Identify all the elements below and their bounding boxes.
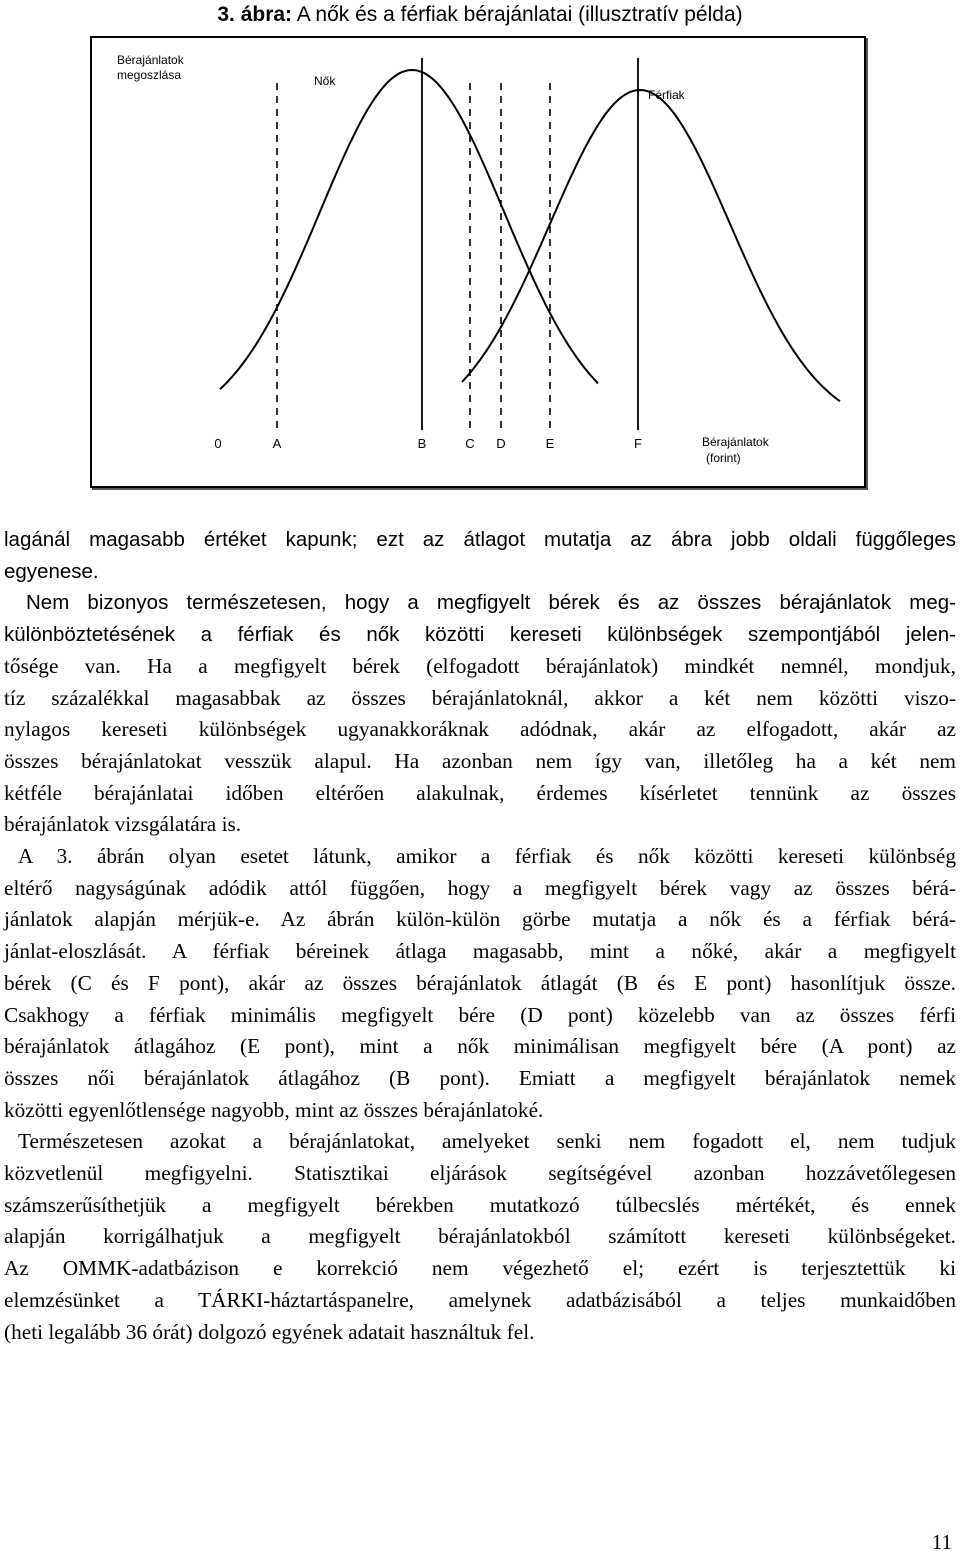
series-label-nok: Nők: [314, 74, 336, 88]
text-line: elemzésünket a TÁRKI-háztartáspanelre, amelynek adatbázisából a teljes munkaidőben: [4, 1287, 956, 1312]
x-axis-title-line2: (forint): [706, 451, 741, 465]
figure-label: 3. ábra:: [217, 3, 293, 26]
x-tick-label: F: [634, 436, 642, 451]
y-axis-title-line2: megoszlása: [117, 68, 182, 82]
x-axis-ticks: [214, 436, 642, 451]
chart-figure: [90, 36, 866, 488]
text-line: kétféle bérajánlatai időben eltérően alakulnak, érdemes kísérletet tennünk az összes: [4, 780, 956, 805]
text-line: bérek (C és F pont), akár az összes bérajánlatok átlagát (B és E pont) hasonlítjuk össze.: [4, 970, 956, 995]
text-line: Nem bizonyos természetesen, hogy a megfigyelt bérek és az összes bérajánlatok meg-: [26, 591, 956, 615]
series-label-ferfiak: Férfiak: [648, 88, 685, 102]
text-line: közötti egyenlőtlensége nagyobb, mint az összes bérajánlatoké.: [4, 1097, 544, 1122]
x-tick-label: A: [272, 436, 282, 451]
text-line: eltérő nagyságúnak adódik attól függően, hogy a megfigyelt bérek vagy az összes bérá-: [4, 875, 956, 900]
body-text: [4, 524, 956, 1348]
text-line: Csakhogy a férfiak minimális megfigyelt bére (D pont) közelebb van az összes férfi: [4, 1002, 956, 1027]
chart-svg: [92, 38, 864, 486]
x-tick-label: 0: [214, 436, 222, 451]
text-line: lagánál magasabb értéket kapunk; ezt az átlagot mutatja az ábra jobb oldali függőleges: [4, 528, 956, 551]
text-line: összes női bérajánlatok átlagához (B pont). Emiatt a megfigyelt bérajánlatok nemek: [4, 1065, 956, 1090]
text-line: tíz százalékkal magasabbak az összes bérajánlatoknál, akkor a két nem közötti viszo-: [4, 685, 956, 710]
text-line: számszerűsíthetjük a megfigyelt bérekben mutatkozó túlbecslés mértékét, és ennek: [4, 1192, 956, 1217]
text-line: nylagos kereseti különbségek ugyanakkoráknak adódnak, akár az elfogadott, akár az: [4, 717, 956, 742]
text-line: alapján korrigálhatjuk a megfigyelt bérajánlatokból számított kereseti különbségeket.: [4, 1224, 956, 1249]
x-tick-label: C: [465, 436, 475, 451]
x-tick-label: D: [496, 436, 506, 451]
text-line: bérajánlatok vizsgálatára is.: [4, 812, 242, 837]
vertical-lines: [277, 58, 638, 430]
text-line: egyenese.: [4, 559, 99, 583]
text-line: bérajánlatok átlagához (E pont), mint a nők minimálisan megfigyelt bére (A pont) az: [4, 1034, 956, 1059]
text-line: jánlatok alapján mérjük-e. Az ábrán külön-külön görbe mutatja a nők és a férfiak bérá-: [4, 907, 956, 932]
figure-caption: [0, 2, 960, 32]
text-line: összes bérajánlatokat vesszük alapul. Ha azonban nem így van, illetőleg ha a két nem: [4, 748, 956, 773]
text-line: különböztetésének a férfiak és nők közötti kereseti különbségek szempontjából jelen-: [4, 623, 956, 647]
text-line: Az OMMK-adatbázison e korrekció nem végezhető el; ezért is terjesztettük ki: [4, 1256, 956, 1281]
text-line: tősége van. Ha a megfigyelt bérek (elfogadott bérajánlatok) mindkét nemnél, mondjuk,: [4, 653, 956, 678]
text-line: (heti legalább 36 órát) dolgozó egyének adatait használtuk fel.: [4, 1319, 535, 1344]
text-line: közvetlenül megfigyelni. Statisztikai eljárások segítségével azonban hozzávetőlegesen: [4, 1161, 956, 1186]
x-tick-label: B: [417, 436, 427, 451]
x-axis-title-line1: Bérajánlatok: [702, 435, 769, 449]
text-line: A 3. ábrán olyan esetet látunk, amikor a férfiak és nők közötti kereseti különbség: [18, 844, 956, 869]
text-line: jánlat-eloszlását. A férfiak béreinek átlaga magasabb, mint a nőké, akár a megfigyelt: [4, 939, 956, 964]
y-axis-title-line1: Bérajánlatok: [117, 53, 184, 67]
text-line: Természetesen azokat a bérajánlatokat, amelyeket senki nem fogadott el, nem tudjuk: [18, 1129, 956, 1154]
figure-title: A nők és a férfiak bérajánlatai (illusztratív példa): [296, 3, 743, 26]
page-number: 11: [931, 1530, 952, 1554]
x-tick-label: E: [545, 436, 555, 451]
